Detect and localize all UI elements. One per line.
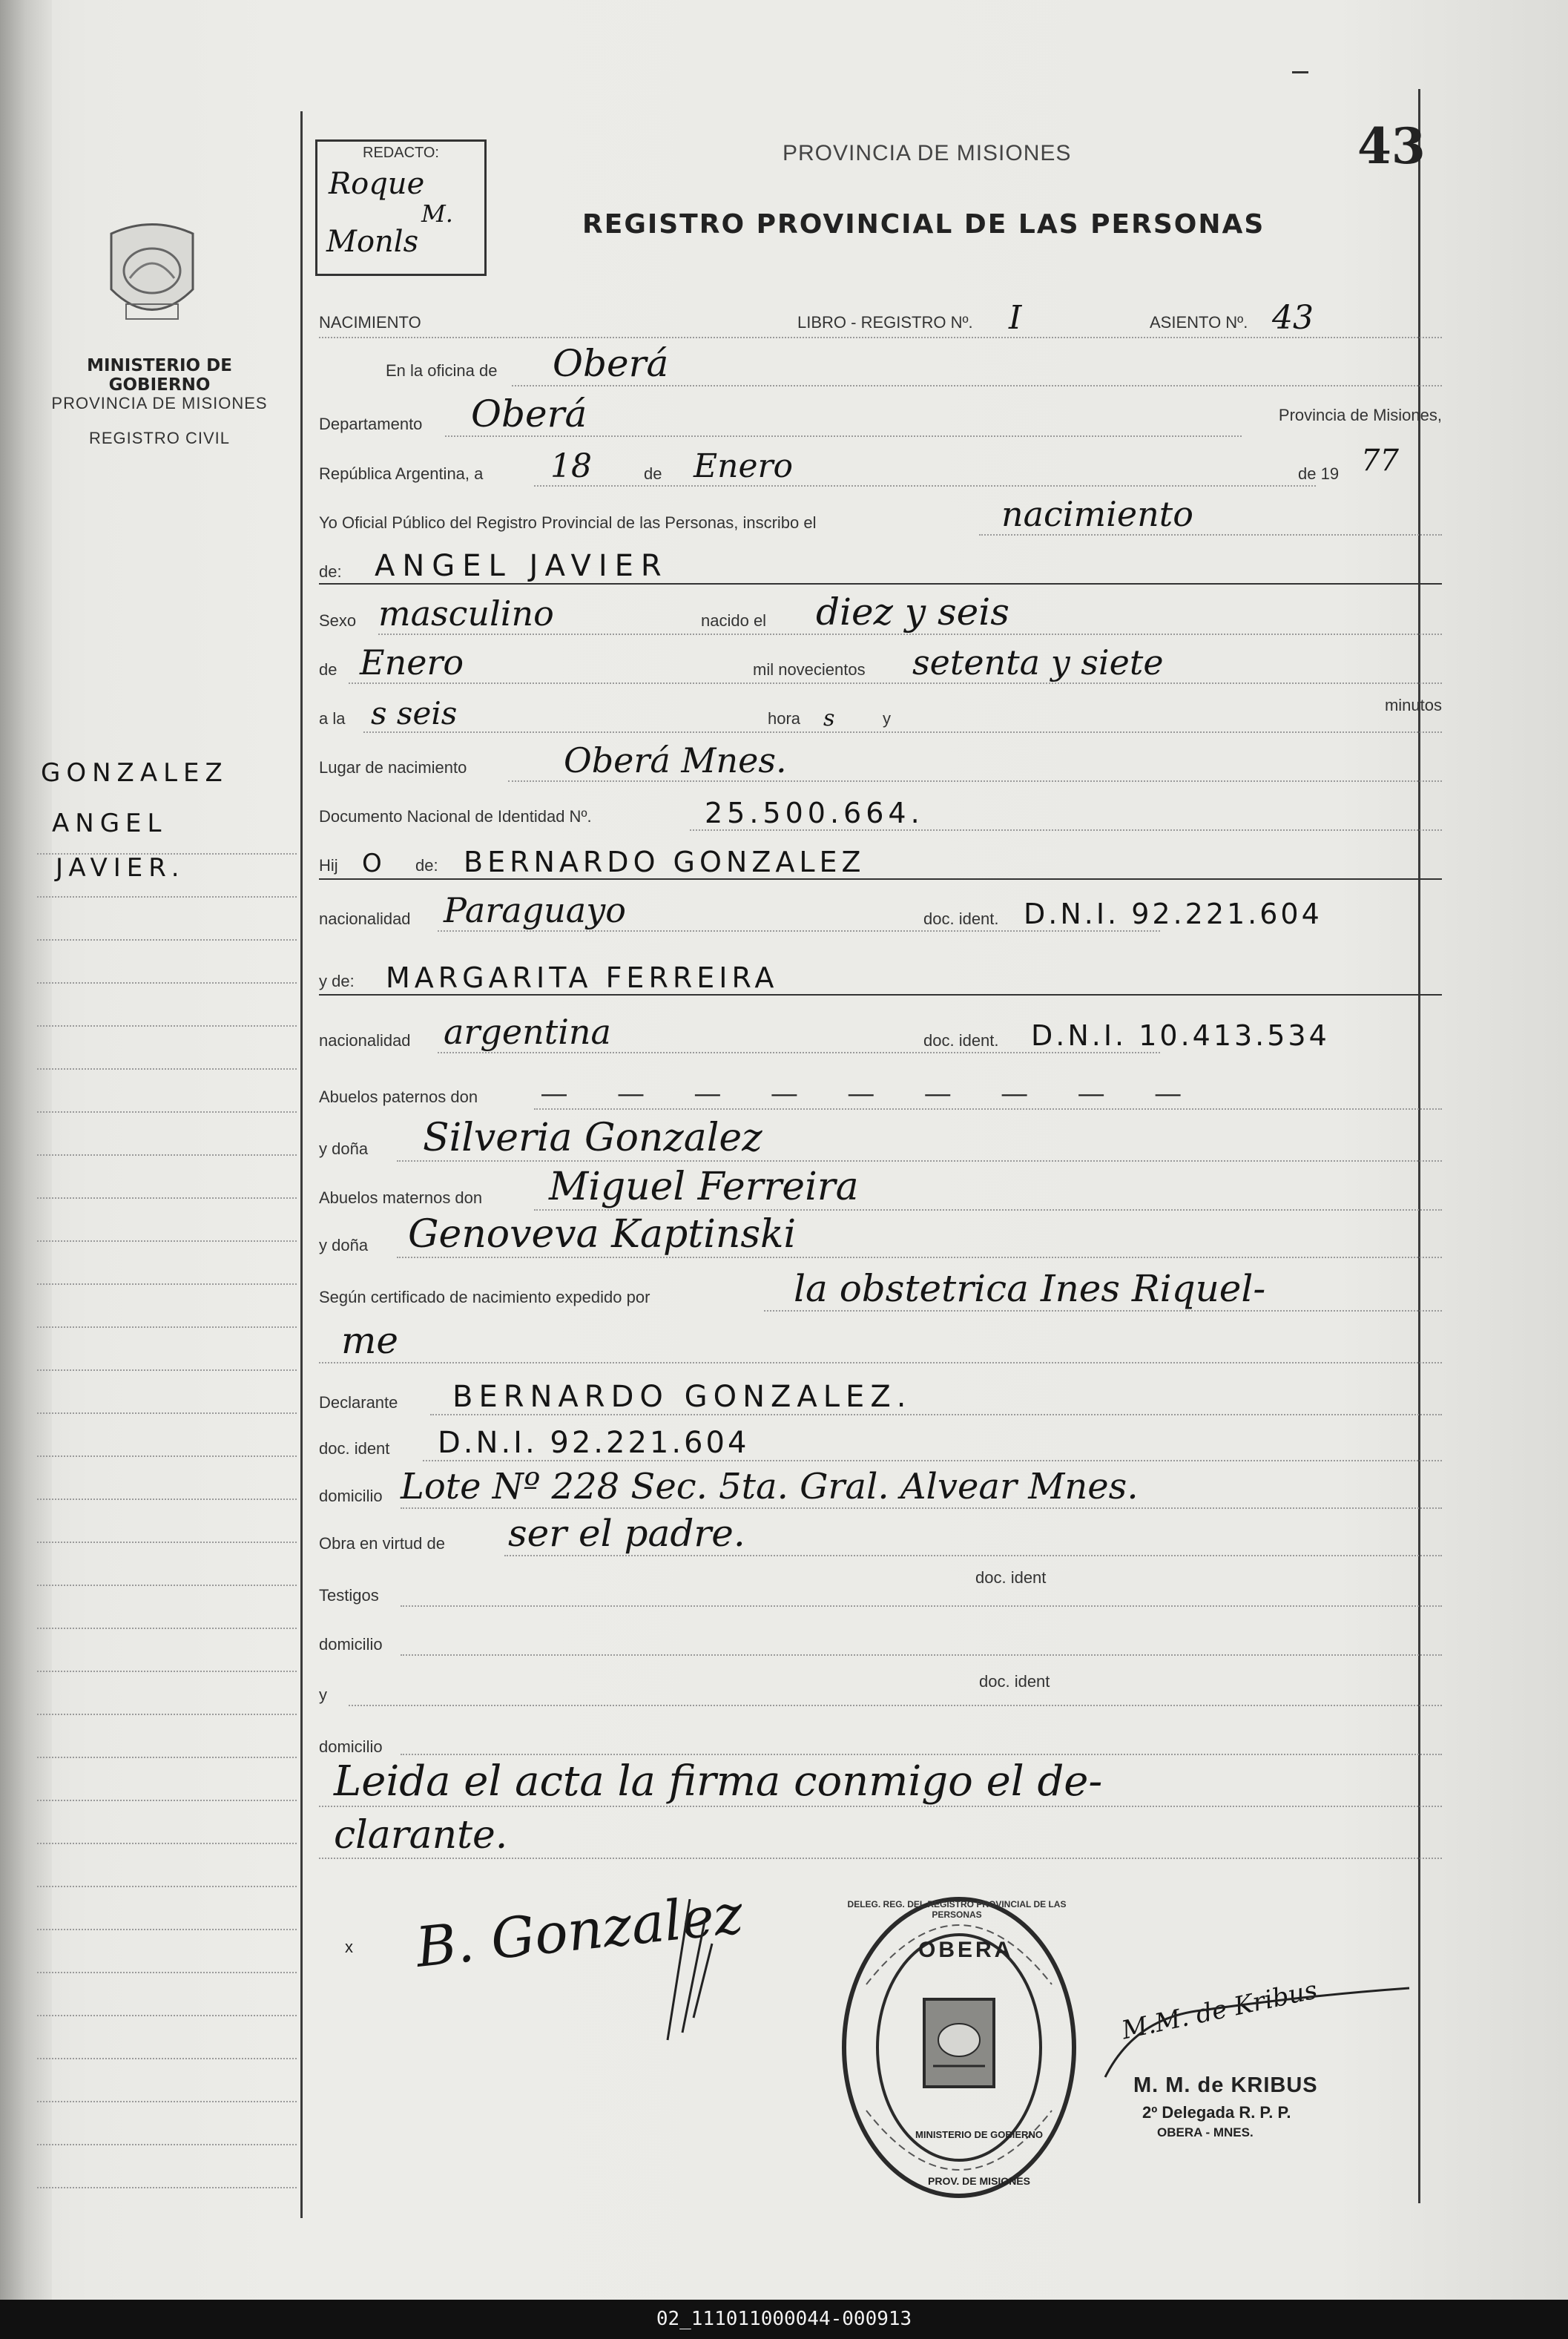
registry-label: REGISTRO CIVIL: [88, 429, 231, 447]
dona-paterna-label: y doña: [319, 1139, 369, 1158]
row-testigos-domicilio: [319, 1614, 1442, 1659]
padre-doc-label: doc. ident.: [923, 909, 999, 928]
row-cierre: [319, 1758, 1442, 1810]
row-cierre-cont: [319, 1813, 1442, 1862]
year-value: 77: [1361, 444, 1399, 478]
row-madre-nac: [319, 1012, 1442, 1056]
header-title: REGISTRO PROVINCIAL DE LAS PERSONAS: [582, 209, 1265, 240]
margin-ruled-line: [37, 1455, 297, 1457]
margin-ruled-line: [37, 1499, 297, 1500]
official-signature: M.M. de Kribus: [1119, 1975, 1320, 2046]
de-label: de: [644, 464, 662, 483]
testigos-doc-label: doc. ident: [975, 1568, 1047, 1587]
cierre-cont: clarante.: [334, 1813, 508, 1858]
dni-label: Documento Nacional de Identidad Nº.: [319, 807, 592, 826]
margin-ruled-line: [37, 1369, 297, 1371]
margin-ruled-line: [37, 1800, 297, 1801]
row-oficial: [319, 494, 1442, 539]
margin-ruled-line: [37, 2015, 297, 2016]
row-lugar: [319, 740, 1442, 785]
row-domicilio: [319, 1467, 1442, 1512]
row-sexo: [319, 590, 1442, 638]
row-padre: [319, 838, 1442, 883]
stamp-city: OBERA: [918, 1938, 1014, 1962]
padre-nacionalidad-label: nacionalidad: [319, 909, 411, 928]
oficial-text: Yo Oficial Público del Registro Provincial de las Personas, inscribo el: [319, 513, 817, 532]
stamp-outer-text: DELEG. REG. DEL REGISTRO PROVINCIAL DE LAS PERSONAS: [847, 1899, 1067, 1920]
row-padre-nac: [319, 890, 1442, 935]
provincia-suffix: Provincia de Misiones,: [1278, 406, 1442, 424]
margin-ruled-line: [37, 1197, 297, 1199]
margin-ruled-line: [37, 2101, 297, 2102]
padre-value: BERNARDO GONZALEZ: [464, 846, 866, 878]
mil-label: mil novecientos: [753, 660, 866, 679]
stamp-province: PROV. DE MISIONES: [928, 2175, 1030, 2187]
libro-label: LIBRO - REGISTRO Nº.: [797, 313, 973, 332]
margin-ruled-line: [37, 982, 297, 984]
image-id-caption: 02_111011000044-000913: [0, 2300, 1568, 2339]
margin-ruled-line: [37, 853, 297, 855]
margin-ruled-line: [37, 1542, 297, 1543]
lugar-value: Oberá Mnes.: [564, 740, 787, 780]
abuelo-materno-value: Miguel Ferreira: [549, 1165, 859, 1209]
testigo2-domicilio-label: domicilio: [319, 1737, 383, 1756]
row-declarante-doc: [319, 1420, 1442, 1464]
hora-label: hora: [768, 709, 801, 728]
frame-left-line: [300, 111, 303, 2218]
margin-ruled-line: [37, 1111, 297, 1113]
margin-ruled-line: [37, 1972, 297, 1973]
official-name: M. M. de KRIBUS: [1133, 2073, 1318, 2097]
margin-ruled-line: [37, 1154, 297, 1156]
padre-nac-value: Paraguayo: [444, 890, 626, 930]
testigos-label: Testigos: [319, 1586, 379, 1605]
madre-doc-label: doc. ident.: [923, 1031, 999, 1050]
abuela-paterna-value: Silveria Gonzalez: [423, 1116, 762, 1160]
testigos-domicilio-label: domicilio: [319, 1635, 383, 1654]
y-testigo-label: y: [319, 1685, 327, 1704]
official-stamp: [837, 1888, 1081, 2207]
redacto-value-line2: M.: [421, 200, 453, 228]
row-hora: [319, 691, 1442, 736]
row-oficina: [319, 342, 1442, 389]
anio-value: setenta y siete: [912, 642, 1164, 682]
margin-ruled-line: [37, 1628, 297, 1629]
hijo-label: Hij: [319, 856, 338, 875]
margin-given-name: ANGEL: [52, 809, 168, 838]
padre-doc-value: D.N.I. 92.221.604: [1024, 898, 1322, 930]
day-value: 18: [550, 447, 592, 485]
mes-value: Enero: [360, 642, 464, 682]
sexo-label: Sexo: [319, 611, 357, 630]
margin-ruled-line: [37, 1283, 297, 1285]
nacido-label: nacido el: [701, 611, 767, 630]
margin-ruled-line: [37, 1412, 297, 1414]
domicilio-value: Lote Nº 228 Sec. 5ta. Gral. Alvear Mnes.: [401, 1466, 1139, 1507]
row-nombre: [319, 543, 1442, 588]
obra-label: Obra en virtud de: [319, 1534, 445, 1553]
margin-ruled-line: [37, 2058, 297, 2059]
margin-ruled-line: [37, 1886, 297, 1887]
dni-value: 25.500.664.: [705, 797, 924, 829]
certificado-label: Según certificado de nacimiento expedido por: [319, 1288, 650, 1306]
official-place: OBERA - MNES.: [1157, 2125, 1254, 2139]
domicilio-label: domicilio: [319, 1487, 383, 1505]
row-dni: [319, 789, 1442, 834]
margin-ruled-line: [37, 1929, 297, 1930]
dona-materna-label: y doña: [319, 1236, 369, 1254]
header-dash: [1292, 71, 1308, 73]
signature-flourish: [638, 1899, 727, 2047]
header-province: PROVINCIA DE MISIONES: [783, 141, 1072, 165]
margin-ruled-line: [37, 2187, 297, 2188]
row-registro: [319, 297, 1442, 341]
hijo-mark: O: [362, 849, 382, 878]
row-testigo-2: [319, 1665, 1442, 1709]
declarante-signature: B. Gonzalez: [412, 1882, 746, 1980]
row-abuelo-materno: [319, 1165, 1442, 1214]
abuelos-maternos-label: Abuelos maternos don: [319, 1188, 483, 1207]
oficina-label: En la oficina de: [386, 361, 498, 380]
margin-ruled-line: [37, 1671, 297, 1672]
sexo-value: masculino: [378, 593, 554, 634]
margin-ruled-line: [37, 939, 297, 941]
margin-ruled-line: [37, 1240, 297, 1242]
abuelos-paternos-label: Abuelos paternos don: [319, 1088, 478, 1106]
republica-label: República Argentina, a: [319, 464, 484, 483]
stamp-ministry: MINISTERIO DE GOBIERNO: [915, 2129, 1043, 2140]
margin-ruled-line: [37, 1714, 297, 1715]
margin-middle-name: JAVIER.: [56, 853, 185, 883]
provincial-crest-icon: [96, 219, 208, 338]
madre-doc-value: D.N.I. 10.413.534: [1031, 1019, 1330, 1052]
row-abuela-materna: [319, 1212, 1442, 1261]
margin-ruled-line: [37, 896, 297, 898]
cierre-value: Leida el acta la firma conmigo el de-: [334, 1757, 1103, 1806]
madre-nac-value: argentina: [444, 1012, 611, 1052]
asiento-label: ASIENTO Nº.: [1150, 313, 1248, 332]
row-abuelos-paternos: [319, 1068, 1442, 1113]
nacido-value: diez y seis: [816, 590, 1009, 634]
declarante-value: BERNARDO GONZALEZ.: [452, 1380, 912, 1414]
alas-label: a la: [319, 709, 346, 728]
official-title: 2º Delegada R. P. P.: [1142, 2103, 1291, 2122]
margin-ruled-line: [37, 1326, 297, 1328]
libro-value: I: [1009, 299, 1022, 337]
de-mes-label: de: [319, 660, 337, 679]
hora-value: s seis: [371, 695, 458, 731]
abuelos-paternos-value: — — — — — — — — —: [541, 1079, 1203, 1108]
certificado-cont: me: [341, 1319, 399, 1362]
yde-label: y de:: [319, 972, 355, 990]
oficina-value: Oberá: [553, 342, 669, 385]
margin-ruled-line: [37, 1757, 297, 1758]
margin-ruled-line: [37, 1585, 297, 1586]
year-label: de 19: [1298, 464, 1340, 483]
madre-value: MARGARITA FERREIRA: [386, 961, 779, 994]
de-nombre-label: de:: [319, 562, 342, 581]
row-abuela-paterna: [319, 1116, 1442, 1165]
departamento-value: Oberá: [471, 392, 587, 435]
page-binding-shadow: [0, 0, 52, 2300]
minutos-label: minutos: [1384, 696, 1442, 714]
row-fecha: [319, 445, 1442, 490]
hora-mark: s: [823, 705, 835, 731]
nacimiento-label: NACIMIENTO: [319, 313, 421, 332]
province-label: PROVINCIA DE MISIONES: [51, 394, 268, 412]
row-certificado-cont: [319, 1319, 1442, 1366]
nombre-value: ANGEL JAVIER: [375, 549, 669, 583]
row-certificado: [319, 1267, 1442, 1315]
redacto-box: [315, 139, 487, 276]
row-madre: [319, 954, 1442, 999]
row-declarante: [319, 1374, 1442, 1418]
certificado-value: la obstetrica Ines Riquel-: [794, 1267, 1266, 1310]
row-testigo2-domicilio: [319, 1714, 1442, 1758]
y-hora-label: y: [883, 709, 891, 728]
asiento-value: 43: [1272, 299, 1314, 337]
margin-ruled-line: [37, 1025, 297, 1027]
obra-value: ser el padre.: [508, 1512, 745, 1555]
hijo-de-label: de:: [415, 856, 438, 875]
margin-ruled-line: [37, 1068, 297, 1070]
declarante-doc-value: D.N.I. 92.221.604: [438, 1426, 750, 1460]
testigo2-doc-label: doc. ident: [979, 1672, 1050, 1691]
inscribo-value: nacimiento: [1001, 494, 1193, 534]
margin-ruled-line: [37, 2144, 297, 2145]
row-departamento: [319, 392, 1442, 440]
declarante-label: Declarante: [319, 1393, 398, 1412]
signature-mark: x: [345, 1938, 353, 1956]
month-value: Enero: [694, 447, 794, 485]
page-number: 43: [1357, 117, 1426, 175]
row-testigos: [319, 1565, 1442, 1610]
redacto-label: REDACTO:: [363, 145, 439, 161]
margin-ruled-line: [37, 1843, 297, 1844]
row-mes: [319, 642, 1442, 687]
ministry-label: MINISTERIO DE GOBIERNO: [87, 356, 232, 395]
madre-nacionalidad-label: nacionalidad: [319, 1031, 411, 1050]
lugar-label: Lugar de nacimiento: [319, 758, 467, 777]
departamento-label: Departamento: [319, 415, 423, 433]
redacto-value-line3: Monls: [326, 225, 419, 259]
row-obra: [319, 1512, 1442, 1559]
abuela-materna-value: Genoveva Kaptinski: [408, 1212, 797, 1257]
margin-surname: GONZALEZ: [41, 758, 228, 788]
declarante-doc-label: doc. ident: [319, 1439, 390, 1458]
redacto-value-line1: Roque: [329, 167, 425, 201]
